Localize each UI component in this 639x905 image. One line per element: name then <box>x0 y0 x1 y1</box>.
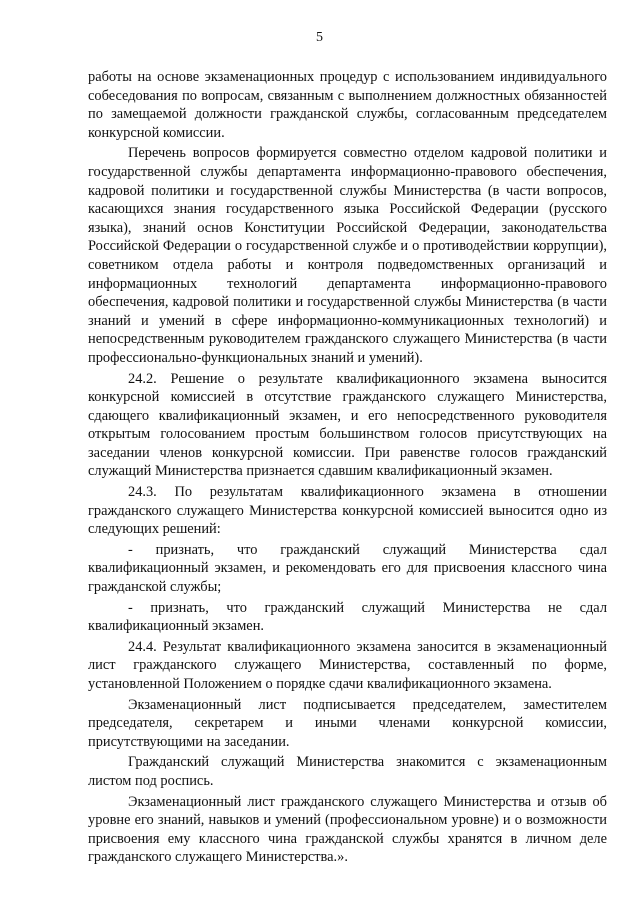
decision-option-failed: - признать, что гражданский служащий Министерства не сдал квалификационный экзамен. <box>88 599 607 635</box>
paragraph-question-list: Перечень вопросов формируется совместно отделом кадровой политики и государственной службы департамента информационно-правового обеспечения, кадровой политики и государственной службы Министерства (в части вопросов, касающихся знания государственного языка Российской Федерации (русского языка), знаний основ Конституции Российской Федерации, законодательства Российской Федерации о государственной службе и о противодействии коррупции), советником отдела работы и контроля подведомственных организаций и информационных технологий департамента информационно-правового обеспечения, кадровой политики и государственной службы Министерства (в части знаний и умений в сфере информационно-коммуникационных технологий) и непосредственным руководителем гражданского служащего Министерства (в части профессионально-функциональных знаний и умений). <box>88 145 607 366</box>
paragraph-24-4: 24.4. Результат квалификационного экзамена заносится в экзаменационный лист гражданского служащего Министерства, составленный по форме, установленной Положением о порядке сдачи квалификационного экзамена. <box>88 638 607 692</box>
page-number: 5 <box>316 30 323 45</box>
paragraph-exam-sheet-signing: Экзаменационный лист подписывается председателем, заместителем председателя, секретарем и иными членами конкурсной комиссии, присутствующими на заседании. <box>88 696 607 750</box>
paragraph-exam-sheet-acknowledgement: Гражданский служащий Министерства знакомится с экзаменационным листом под роспись. <box>88 754 607 789</box>
paragraph-24-3: 24.3. По результатам квалификационного экзамена в отношении гражданского служащего Министерства конкурсной комиссией выносится одно из следующих решений: <box>88 484 607 538</box>
paragraph-exam-sheet-storage: Экзаменационный лист гражданского служащего Министерства и отзыв об уровне его знаний, навыков и умений (профессиональном уровне) и о возможности присвоения ему классного чина гражданской службы хранятся в личном деле гражданского служащего Министерства.». <box>88 793 607 866</box>
paragraph-24-2: 24.2. Решение о результате квалификационного экзамена выносится конкурсной комиссией в отсутствие гражданского служащего Министерства, сдающего квалификационный экзамен, и его непосредственного руководителя открытым голосованием простым большинством голосов присутствующих на заседании членов конкурсной комиссии. При равенстве голосов гражданский служащий Министерства признается сдавшим квалификационный экзамен. <box>88 370 607 480</box>
decision-option-passed: - признать, что гражданский служащий Министерства сдал квалификационный экзамен, и рекомендовать его для присвоения классного чина гражданской службы; <box>88 541 607 596</box>
document-body <box>88 68 607 869</box>
paragraph-continuation: работы на основе экзаменационных процедур с использованием индивидуального собеседования по вопросам, связанным с выполнением должностных обязанностей по замещаемой должности гражданской службы, согласованным председателем конкурсной комиссии. <box>88 69 607 141</box>
